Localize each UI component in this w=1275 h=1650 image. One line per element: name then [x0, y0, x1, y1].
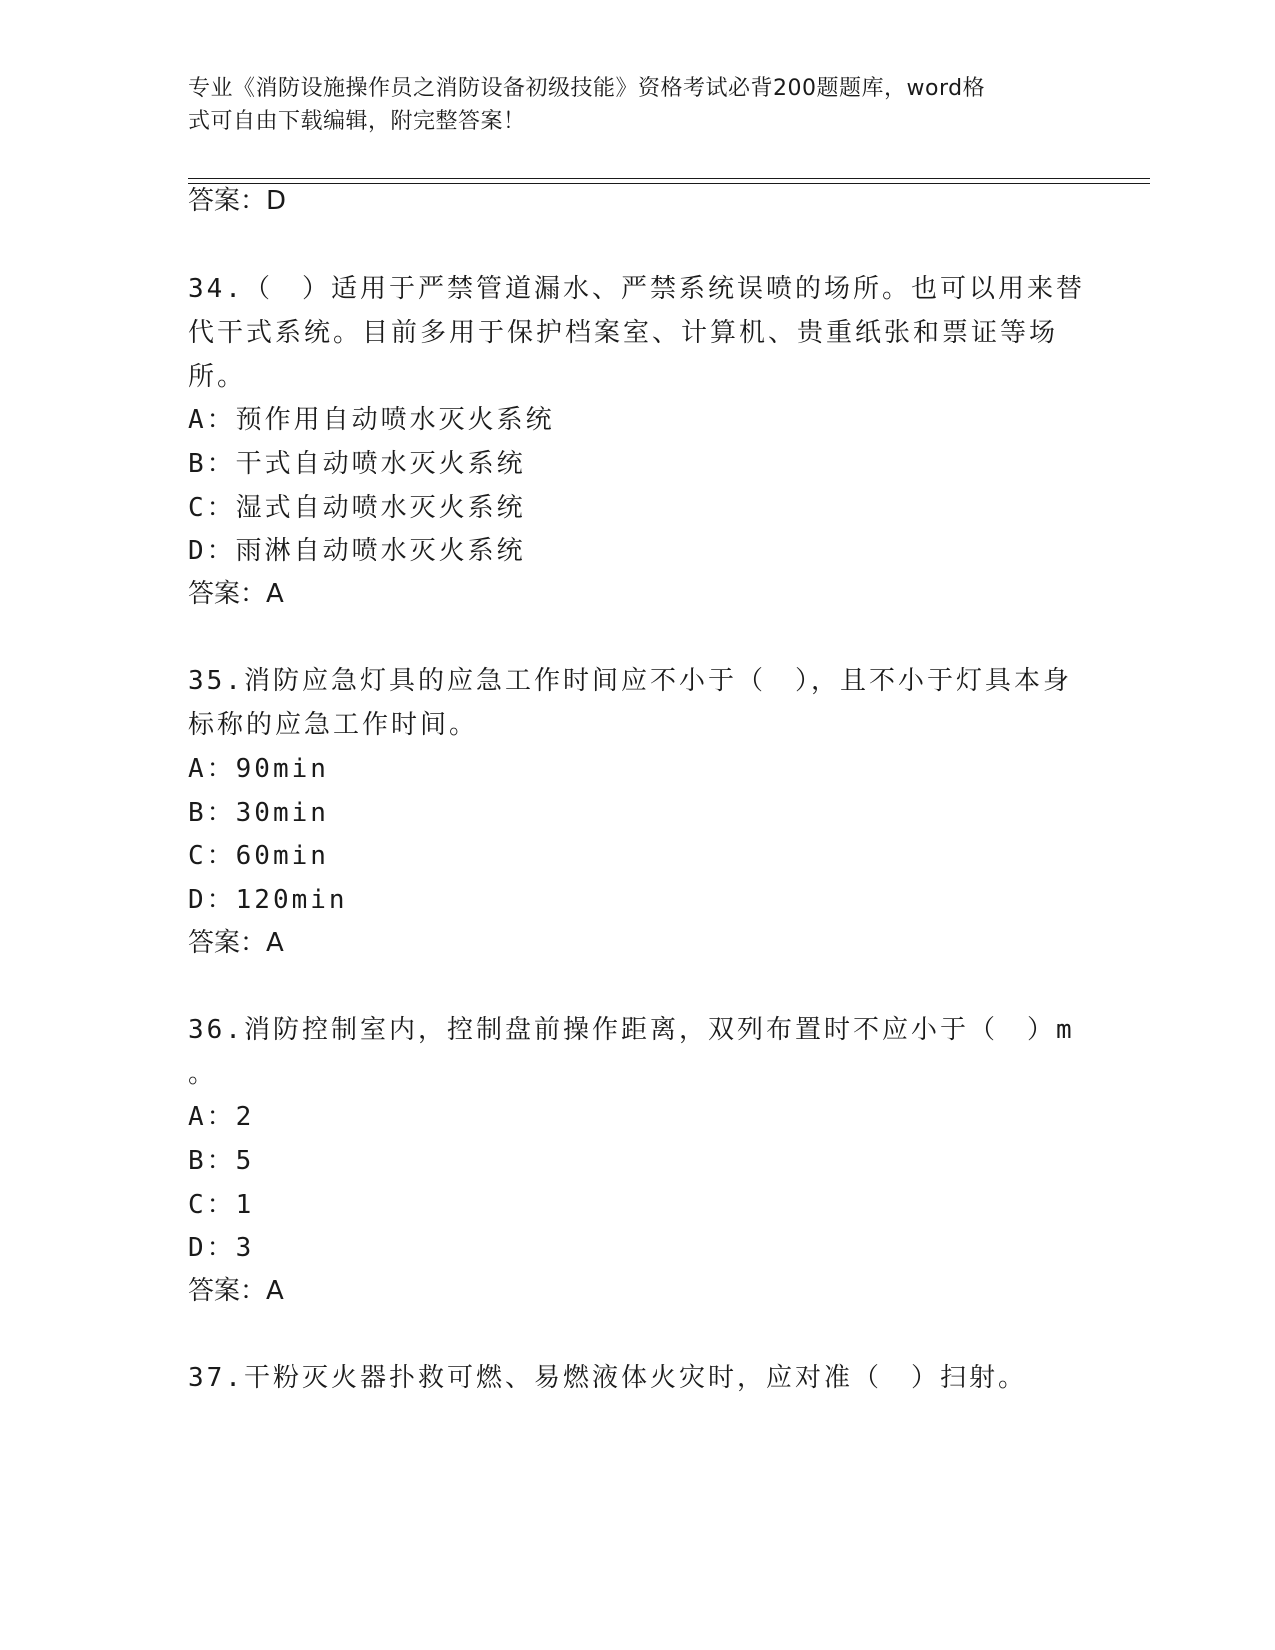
question-35-option-d: D：120min — [188, 885, 348, 915]
question-35-option-a: A：90min — [188, 754, 329, 784]
question-34-option-d: D：雨淋自动喷水灭火系统 — [188, 536, 526, 566]
question-35-option-b: B：30min — [188, 798, 329, 828]
question-34-line-3: 所。 — [188, 362, 247, 392]
question-34-answer: 答案：A — [188, 579, 284, 609]
question-36-answer: 答案：A — [188, 1276, 284, 1306]
document-header — [188, 72, 1068, 138]
question-36-line-2: 。 — [188, 1059, 218, 1089]
question-36-option-c: C：1 — [188, 1190, 255, 1220]
question-34-option-c: C：湿式自动喷水灭火系统 — [188, 493, 526, 523]
question-35-line-2: 标称的应急工作时间。 — [188, 710, 479, 740]
question-35-answer: 答案：A — [188, 928, 284, 958]
question-35-option-c: C：60min — [188, 841, 329, 871]
header-divider-top — [188, 178, 1150, 179]
question-36-option-d: D：3 — [188, 1233, 255, 1263]
question-34-line-2: 代干式系统。目前多用于保护档案室、计算机、贵重纸张和票证等场 — [188, 318, 1059, 348]
header-divider-bottom — [188, 183, 1150, 184]
question-36-option-b: B：5 — [188, 1146, 255, 1176]
question-35-line-1: 35.消防应急灯具的应急工作时间应不小于（ ），且不小于灯具本身 — [188, 666, 1072, 696]
question-34-option-a: A：预作用自动喷水灭火系统 — [188, 405, 555, 435]
question-34-option-b: B：干式自动喷水灭火系统 — [188, 449, 526, 479]
question-37-line-1: 37.干粉灭火器扑救可燃、易燃液体火灾时，应对准（ ）扫射。 — [188, 1363, 1027, 1393]
question-36-option-a: A：2 — [188, 1102, 255, 1132]
question-36-line-1: 36.消防控制室内，控制盘前操作距离，双列布置时不应小于（ ）m — [188, 1015, 1075, 1045]
header-line-1: 专业《消防设施操作员之消防设备初级技能》资格考试必背200题题库，word格 — [188, 76, 986, 101]
previous-answer: 答案：D — [188, 186, 287, 216]
header-line-2: 式可自由下载编辑，附完整答案！ — [188, 109, 526, 134]
question-34-line-1: 34.（ ）适用于严禁管道漏水、严禁系统误喷的场所。也可以用来替 — [188, 274, 1085, 304]
